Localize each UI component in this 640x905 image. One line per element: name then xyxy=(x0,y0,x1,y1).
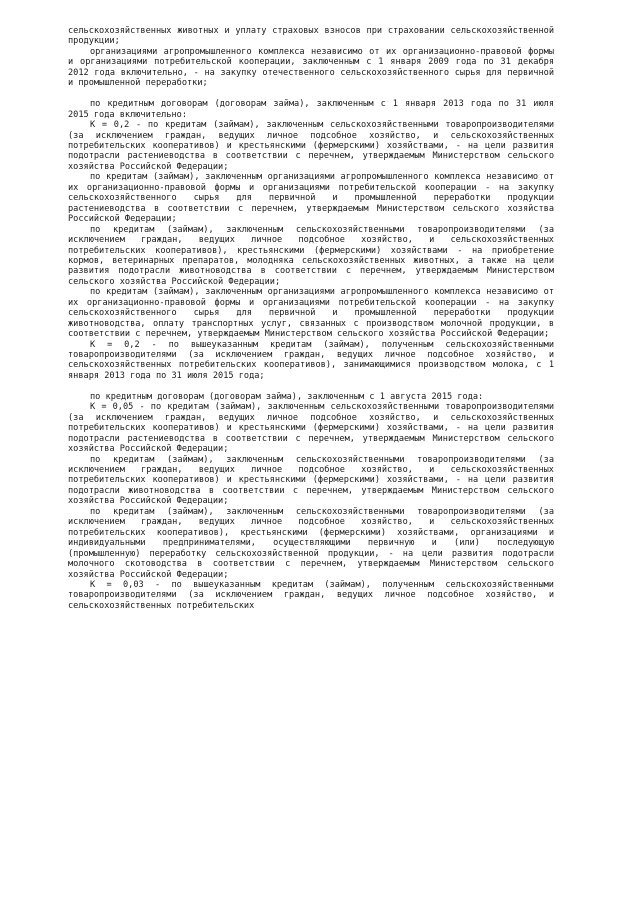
paragraph-3: по кредитным договорам (договорам займа), заключенным с 1 января 2013 года по 31 июля 2015 года включительно: xyxy=(68,99,554,120)
paragraph-13: К = 0,03 - по вышеуказанным кредитам (займам), полученным сельскохозяйственными товаропроизводителями (за исключением граждан, ведущих личное подсобное хозяйство, и сельскохозяйственных потребительских xyxy=(68,579,554,611)
paragraph-12: по кредитам (займам), заключенным сельскохозяйственными товаропроизводителями (за исключением граждан, ведущих личное подсобное хозяйство, и сельскохозяйственных потребительских кооперативов), крестьянскими (фермерскими) хозяйствами, организациями и индивидуальными предпринимателями, осуществляющими первичную и (или) последующую (промышленную) переработку сельскохозяйственной продукции, - на цели развития подотрасли молочного скотоводства в соответствии с перечнем, утверждаемым Министерством сельского хозяйства Российской Федерации; xyxy=(68,506,554,580)
paragraph-gap xyxy=(68,381,554,391)
paragraph-10: К = 0,05 - по кредитам (займам), заключенным сельскохозяйственными товаропроизводителями (за исключением граждан, ведущих личное подсобное хозяйство, и сельскохозяйственных потребительских кооперативов) и крестьянскими (фермерскими) хозяйствами, - на цели развития подотрасли растениеводства в соответствии с перечнем, утверждаемым Министерством сельского хозяйства Российской Федерации; xyxy=(68,402,554,455)
paragraph-7: по кредитам (займам), заключенным организациями агропромышленного комплекса независимо от их организационно-правовой формы и организациями потребительской кооперации - на закупку сельскохозяйственного сырья для первичной и промышленной переработки продукции животноводства, оплату транспортных услуг, связанных с производством молочной продукции, в соответствии с перечнем, утверждаемым Министерством сельского хозяйства Российской Федерации; xyxy=(68,287,554,340)
paragraph-4: К = 0,2 - по кредитам (займам), заключенным сельскохозяйственными товаропроизводителями (за исключением граждан, ведущих личное подсобное хозяйство, и сельскохозяйственных потребительских кооперативов) и крестьянскими (фермерскими) хозяйствами, - на цели развития подотрасли растениеводства в соответствии с перечнем, утверждаемым Министерством сельского хозяйства Российской Федерации; xyxy=(68,120,554,172)
paragraph-gap xyxy=(68,89,554,99)
paragraph-1: сельскохозяйственных животных и уплату страховых взносов при страховании сельскохозяйственной продукции; xyxy=(68,26,554,47)
paragraph-2: организациями агропромышленного комплекса независимо от их организационно-правовой формы и организациями потребительской кооперации, заключенным с 1 января 2009 года по 31 декабря 2012 года включительно, - на закупку отечественного сельскохозяйственного сырья для первичной и промышленной переработки; xyxy=(68,46,554,89)
paragraph-9: по кредитным договорам (договорам займа), заключенным с 1 августа 2015 года: xyxy=(90,391,484,402)
paragraph-5: по кредитам (займам), заключенным организациями агропромышленного комплекса независимо от их организационно-правовой формы и организациями потребительской кооперации - на закупку сельскохозяйственного сырья для первичной и промышленной переработки продукции растениеводства в соответствии с перечнем, утверждаемым Министерством сельского хозяйства Российской Федерации; xyxy=(68,172,554,225)
paragraph-11: по кредитам (займам), заключенным сельскохозяйственными товаропроизводителями (за исключением граждан, ведущих личное подсобное хозяйство, и сельскохозяйственных потребительских кооперативов) и крестьянскими (фермерскими) хозяйствами, - на цели развития подотрасли животноводства в соответствии с перечнем, утверждаемым Министерством сельского хозяйства Российской Федерации; xyxy=(68,454,554,507)
document-page xyxy=(68,26,554,611)
paragraph-8: К = 0,2 - по вышеуказанным кредитам (займам), полученным сельскохозяйственными товаропроизводителями (за исключением граждан, ведущих личное подсобное хозяйство, и сельскохозяйственных потребительских кооперативов), занимающимися производством молока, с 1 января 2013 года по 31 июля 2015 года; xyxy=(68,339,554,381)
paragraph-6: по кредитам (займам), заключенным сельскохозяйственными товаропроизводителями (за исключением граждан, ведущих личное подсобное хозяйство, и сельскохозяйственных потребительских кооперативов), крестьянскими (фермерскими) хозяйствами - на приобретение кормов, ветеринарных препаратов, молодняка сельскохозяйственных животных, а также на цели развития подотрасли животноводства в соответствии с перечнем, утверждаемым Министерством сельского хозяйства Российской Федерации; xyxy=(68,224,554,287)
